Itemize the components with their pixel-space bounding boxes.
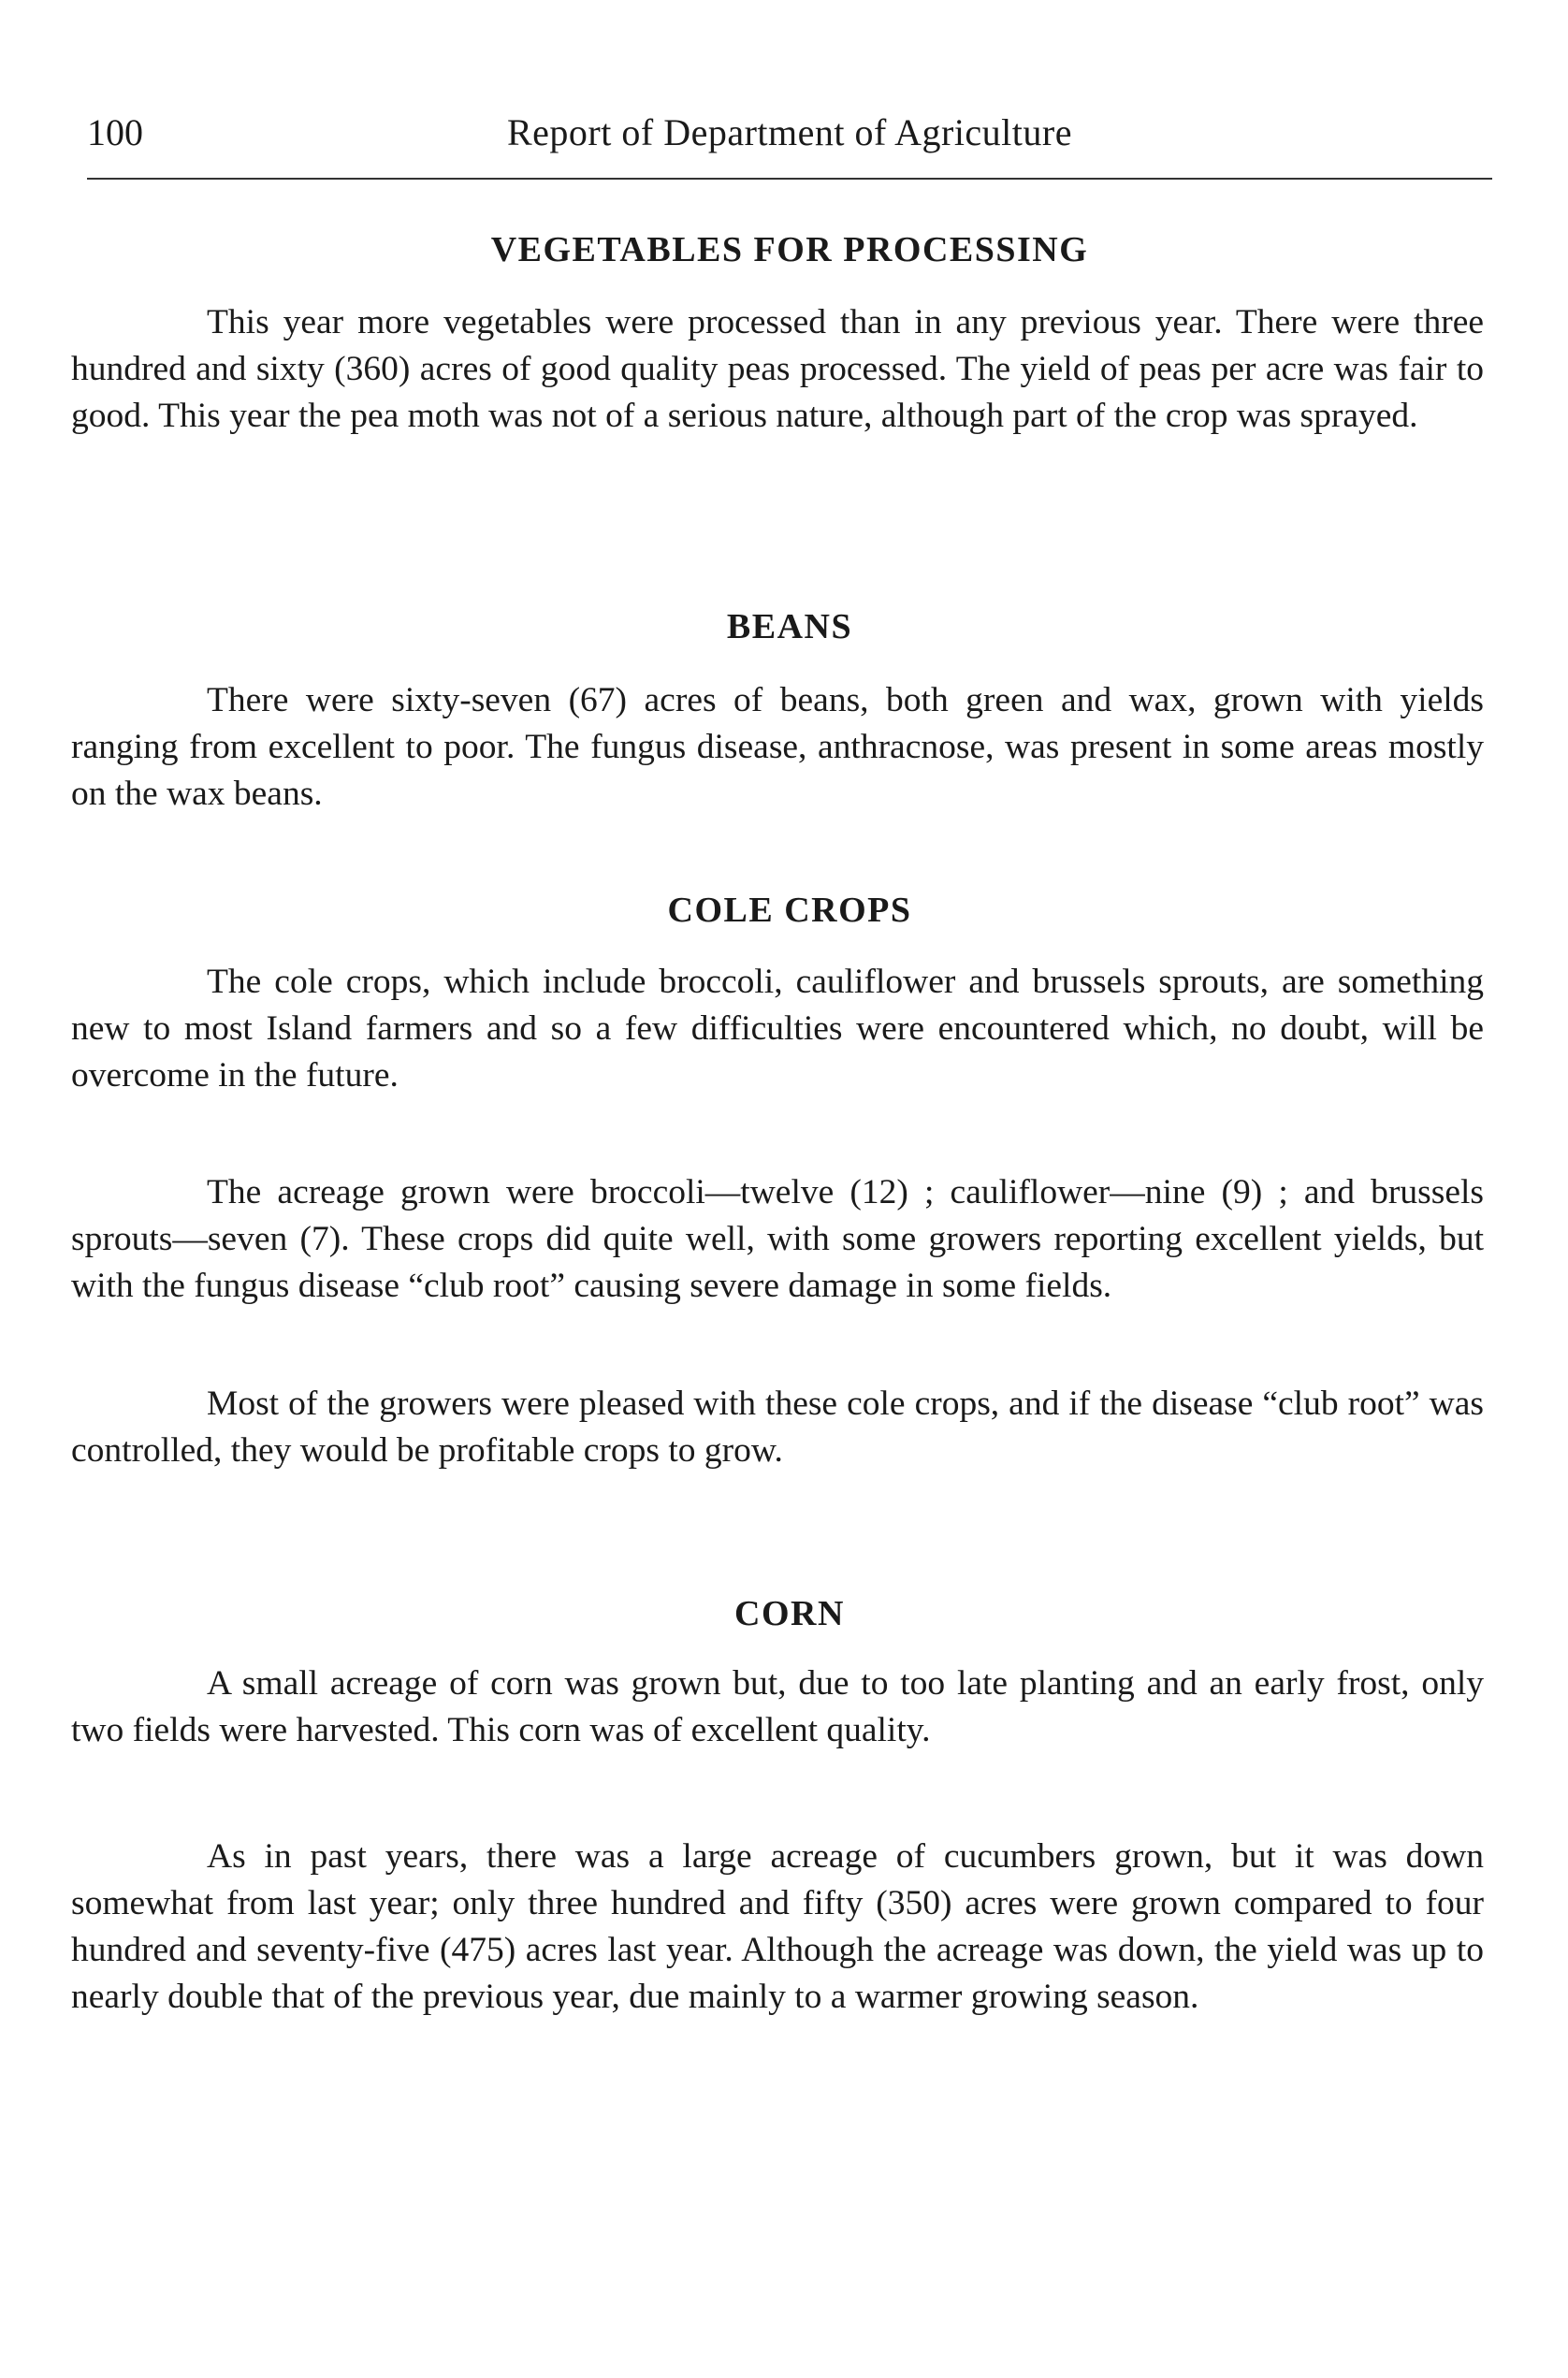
section-heading-corn: CORN — [734, 1594, 845, 1633]
paragraph-corn-1: A small acreage of corn was grown but, due to too late planting and an early frost, only two fields were harvested. This corn was of excellent quality. — [71, 1664, 1484, 1749]
paragraph-cole-crops-2: The acreage grown were broccoli—twelve (12) ; cauliflower—nine (9) ; and brussels sprouts—seven (7). These crops did quite well, with some growers reporting excellent yields, but with the fungus disease “club root” causing severe damage in some fields. — [71, 1173, 1484, 1305]
section-heading-beans: BEANS — [726, 607, 853, 646]
section-heading-vegetables: VEGETABLES FOR PROCESSING — [490, 230, 1089, 269]
header-rule — [87, 178, 1492, 180]
running-title: Report of Department of Agriculture — [507, 111, 1072, 153]
paragraph-corn-2: As in past years, there was a large acreage of cucumbers grown, but it was down somewhat from last year; only three hundred and fifty (350) acres were grown compared to four hundred and seventy-five (475) acres last year. Although the acreage was down, the yield was up to nearly double that of the previous year, due mainly to a warmer growing season. — [71, 1837, 1484, 2016]
running-head — [87, 105, 1492, 161]
paragraph-beans: There were sixty-seven (67) acres of beans, both green and wax, grown with yields ranging from excellent to poor. The fungus disease, anthracnose, was present in some areas mostly on the wax beans. — [71, 681, 1484, 813]
paragraph-cole-crops-3: Most of the growers were pleased with these cole crops, and if the disease “club root” was controlled, they would be profitable crops to grow. — [71, 1385, 1484, 1470]
paragraph-cole-crops-1: The cole crops, which include broccoli, cauliflower and brussels sprouts, are something new to most Island farmers and so a few difficulties were encountered which, no doubt, will be overcome in the future. — [71, 963, 1484, 1095]
paragraph-vegetables: This year more vegetables were processed than in any previous year. There were three hundred and sixty (360) acres of good quality peas processed. The yield of peas per acre was fair to good. This year the pea moth was not of a serious nature, although part of the crop was sprayed. — [71, 303, 1484, 435]
section-heading-cole-crops: COLE CROPS — [667, 891, 912, 930]
page-number: 100 — [87, 111, 143, 153]
